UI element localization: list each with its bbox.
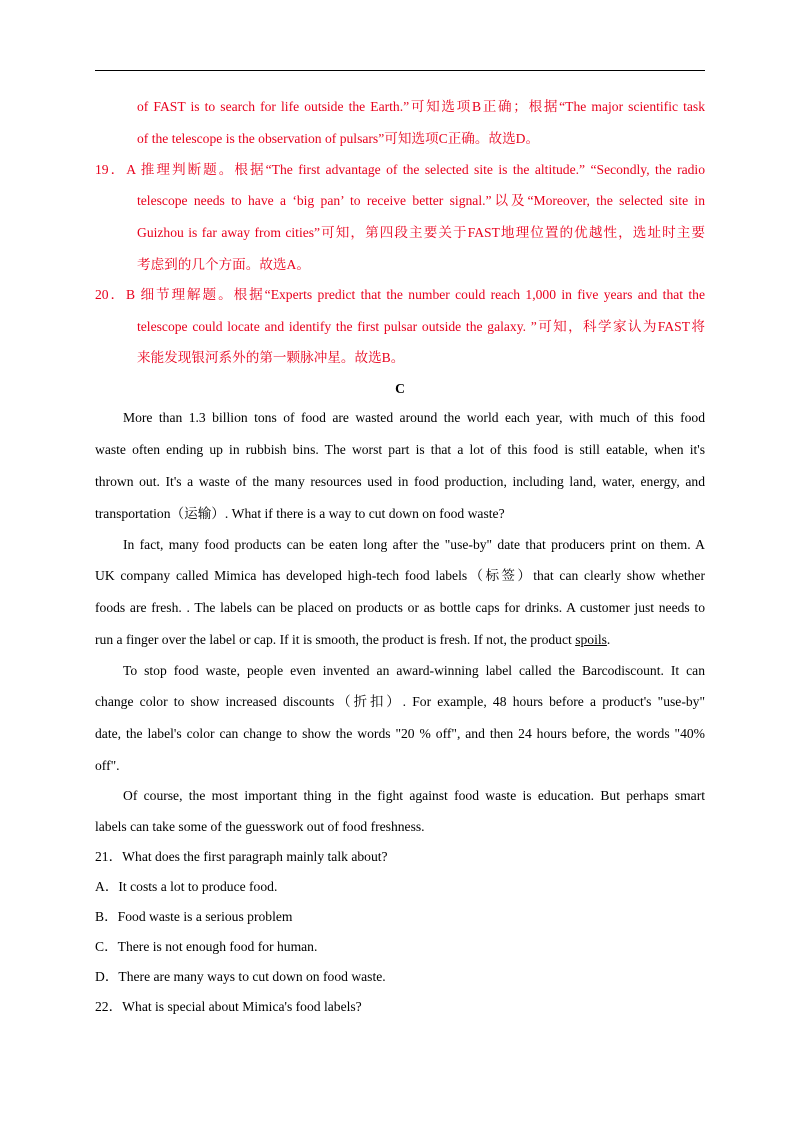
answer-19-line: telescope needs to have a ‘big pan’ to receive better signal.”以及“Moreover, the selected site in — [137, 193, 705, 208]
question-21: 21．What does the first paragraph mainly talk about? — [95, 849, 388, 864]
question-22: 22．What is special about Mimica's food labels? — [95, 999, 362, 1014]
passage-line: transportation（运输）. What if there is a way to cut down on food waste? — [95, 506, 505, 521]
answer-19-line: 考虑到的几个方面。故选A。 — [137, 257, 310, 272]
option-b: B．Food waste is a serious problem — [95, 909, 293, 924]
answer-line: of the telescope is the observation of pulsars”可知选项C正确。故选D。 — [137, 131, 540, 146]
option-a: A．It costs a lot to produce food. — [95, 879, 278, 894]
passage-line: thrown out. It's a waste of the many resources used in food production, including land, water, energy, and — [95, 474, 705, 489]
passage-line: In fact, many food products can be eaten long after the "use-by" date that producers print on them. A — [123, 537, 705, 552]
header-rule — [95, 70, 705, 71]
passage-line: change color to show increased discounts（折扣）. For example, 48 hours before a product's "use-by" — [95, 694, 705, 709]
answer-19-line: 19．A 推理判断题。根据“The first advantage of the selected site is the altitude.” “Secondly, the radio — [95, 162, 705, 177]
underlined-word: spoils — [575, 632, 607, 647]
answer-20-line: 来能发现银河系外的第一颗脉冲星。故选B。 — [137, 350, 405, 365]
passage-line: waste often ending up in rubbish bins. The worst part is that a lot of this food is still eatable, when it's — [95, 442, 705, 457]
passage-line — [95, 631, 705, 649]
passage-line: foods are fresh. . The labels can be placed on products or as bottle caps for drinks. A customer just needs to — [95, 600, 705, 615]
answer-20-line: 20．B 细节理解题。根据“Experts predict that the number could reach 1,000 in five years and that the — [95, 287, 705, 302]
passage-line: More than 1.3 billion tons of food are wasted around the world each year, with much of this food — [123, 410, 705, 425]
answer-19-line: Guizhou is far away from cities”可知，第四段主要关于FAST地理位置的优越性，选址时主要 — [137, 225, 705, 240]
passage-text: run a finger over the label or cap. If it is smooth, the product is fresh. If not, the product — [95, 632, 576, 647]
option-d: D．There are many ways to cut down on food waste. — [95, 969, 386, 984]
passage-line: Of course, the most important thing in the fight against food waste is education. But perhaps smart — [123, 788, 705, 803]
option-c: C．There is not enough food for human. — [95, 939, 318, 954]
passage-line: UK company called Mimica has developed high-tech food labels（标签）that can clearly show whether — [95, 568, 705, 583]
passage-line: To stop food waste, people even invented an award-winning label called the Barcodiscount. It can — [123, 663, 705, 678]
passage-text: . — [606, 632, 611, 647]
passage-line: off". — [95, 758, 120, 773]
answer-line: of FAST is to search for life outside the Earth.”可知选项B正确；根据“The major scientific task — [137, 99, 705, 114]
passage-line: date, the label's color can change to show the words "20 % off", and then 24 hours before, the words "40% — [95, 726, 705, 741]
section-title: C — [395, 381, 405, 396]
answer-20-line: telescope could locate and identify the first pulsar outside the galaxy. ”可知，科学家认为FAST将 — [137, 319, 705, 334]
passage-line: labels can take some of the guesswork out of food freshness. — [95, 819, 425, 834]
